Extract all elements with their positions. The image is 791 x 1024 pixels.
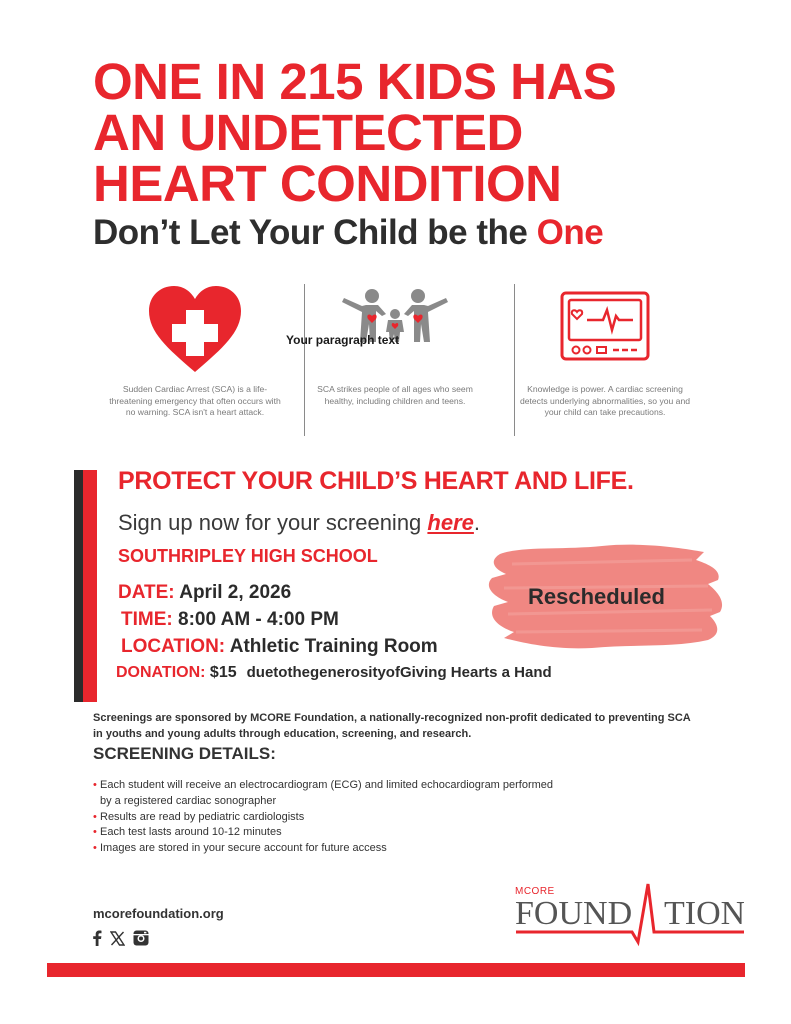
donation-value: $15 — [209, 664, 237, 681]
school-name: SOUTHRIPLEY HIGH SCHOOL — [118, 546, 378, 566]
date-value: April 2, 2026 — [179, 582, 292, 603]
signup-line — [118, 510, 480, 536]
heart-cross-icon — [147, 284, 243, 381]
subheadline — [93, 213, 603, 253]
logo-large-text-b: TION — [664, 895, 744, 932]
location-value: Athletic Training Room — [229, 636, 438, 657]
instagram-icon[interactable] — [133, 930, 149, 951]
time-value: 8:00 AM - 4:00 PM — [178, 609, 339, 630]
info-column-ages — [305, 282, 485, 437]
protect-heading: PROTECT YOUR CHILD’S HEART AND LIFE. — [118, 467, 634, 495]
event-donation — [116, 664, 552, 682]
signup-suffix: . — [473, 510, 481, 535]
time-label: TIME: — [121, 609, 173, 630]
info-text-sca: Sudden Cardiac Arrest (SCA) is a life-threatening emergency that often occurs with no warning. SCA isn't a heart attack. — [109, 384, 281, 417]
signup-link[interactable]: here — [427, 510, 474, 535]
info-text-knowledge: Knowledge is power. A cardiac screening detects underlying abnormalities, so you and your child can take precautions. — [519, 384, 691, 417]
rescheduled-label: Rescheduled — [528, 584, 665, 609]
list-item: • Each student will receive an electrocardiogram (ECG) and limited echocardiogram performed by a registered cardiac sonographer — [93, 778, 653, 810]
headline-line-1: ONE IN 215 KIDS HAS — [93, 53, 617, 110]
subheadline-text: Don’t Let Your Child be the — [93, 213, 537, 252]
info-text-ages: SCA strikes people of all ages who seem healthy, including children and teens. — [317, 384, 473, 406]
signup-text: Sign up now for your screening — [118, 510, 428, 535]
list-item: • Each test lasts around 10-12 minutes — [93, 825, 653, 841]
subheadline-accent: One — [536, 213, 604, 252]
facebook-icon[interactable] — [92, 930, 102, 951]
date-label: DATE: — [118, 582, 175, 603]
details-heading: SCREENING DETAILS: — [93, 744, 276, 763]
details-list — [93, 778, 653, 857]
event-date — [118, 582, 291, 604]
sponsor-text: Screenings are sponsored by MCORE Foundation, a nationally-recognized non-profit dedicated to preventing SCA in youths and young adults through education, screening, and research. — [93, 712, 691, 740]
heart-monitor-icon — [559, 290, 651, 367]
accent-bar-dark — [74, 470, 83, 702]
social-links — [92, 930, 149, 951]
list-item: • Images are stored in your secure account for future access — [93, 841, 653, 857]
headline-line-2: AN UNDETECTED — [93, 104, 523, 161]
event-time — [121, 609, 339, 631]
headline — [93, 53, 733, 212]
accent-bar-red — [83, 470, 97, 702]
footer-bar — [47, 963, 745, 977]
placeholder-paragraph: Your paragraph text — [286, 333, 400, 347]
headline-line-3: HEART CONDITION — [93, 155, 562, 212]
donation-note: duetothegenerosityofGiving Hearts a Hand — [246, 664, 552, 681]
logo-large-text-a: FOUND — [515, 895, 633, 932]
info-column-sca — [105, 282, 285, 437]
donation-label: DONATION: — [116, 664, 206, 681]
location-label: LOCATION: — [121, 636, 226, 657]
info-columns — [95, 282, 695, 437]
logo-small-text: MCORE — [515, 886, 555, 897]
x-icon[interactable] — [110, 931, 125, 951]
event-location — [121, 636, 438, 658]
website-link[interactable]: mcorefoundation.org — [93, 906, 224, 921]
info-column-knowledge — [515, 282, 695, 437]
mcore-foundation-logo — [514, 880, 744, 948]
list-item: • Results are read by pediatric cardiologists — [93, 810, 653, 826]
